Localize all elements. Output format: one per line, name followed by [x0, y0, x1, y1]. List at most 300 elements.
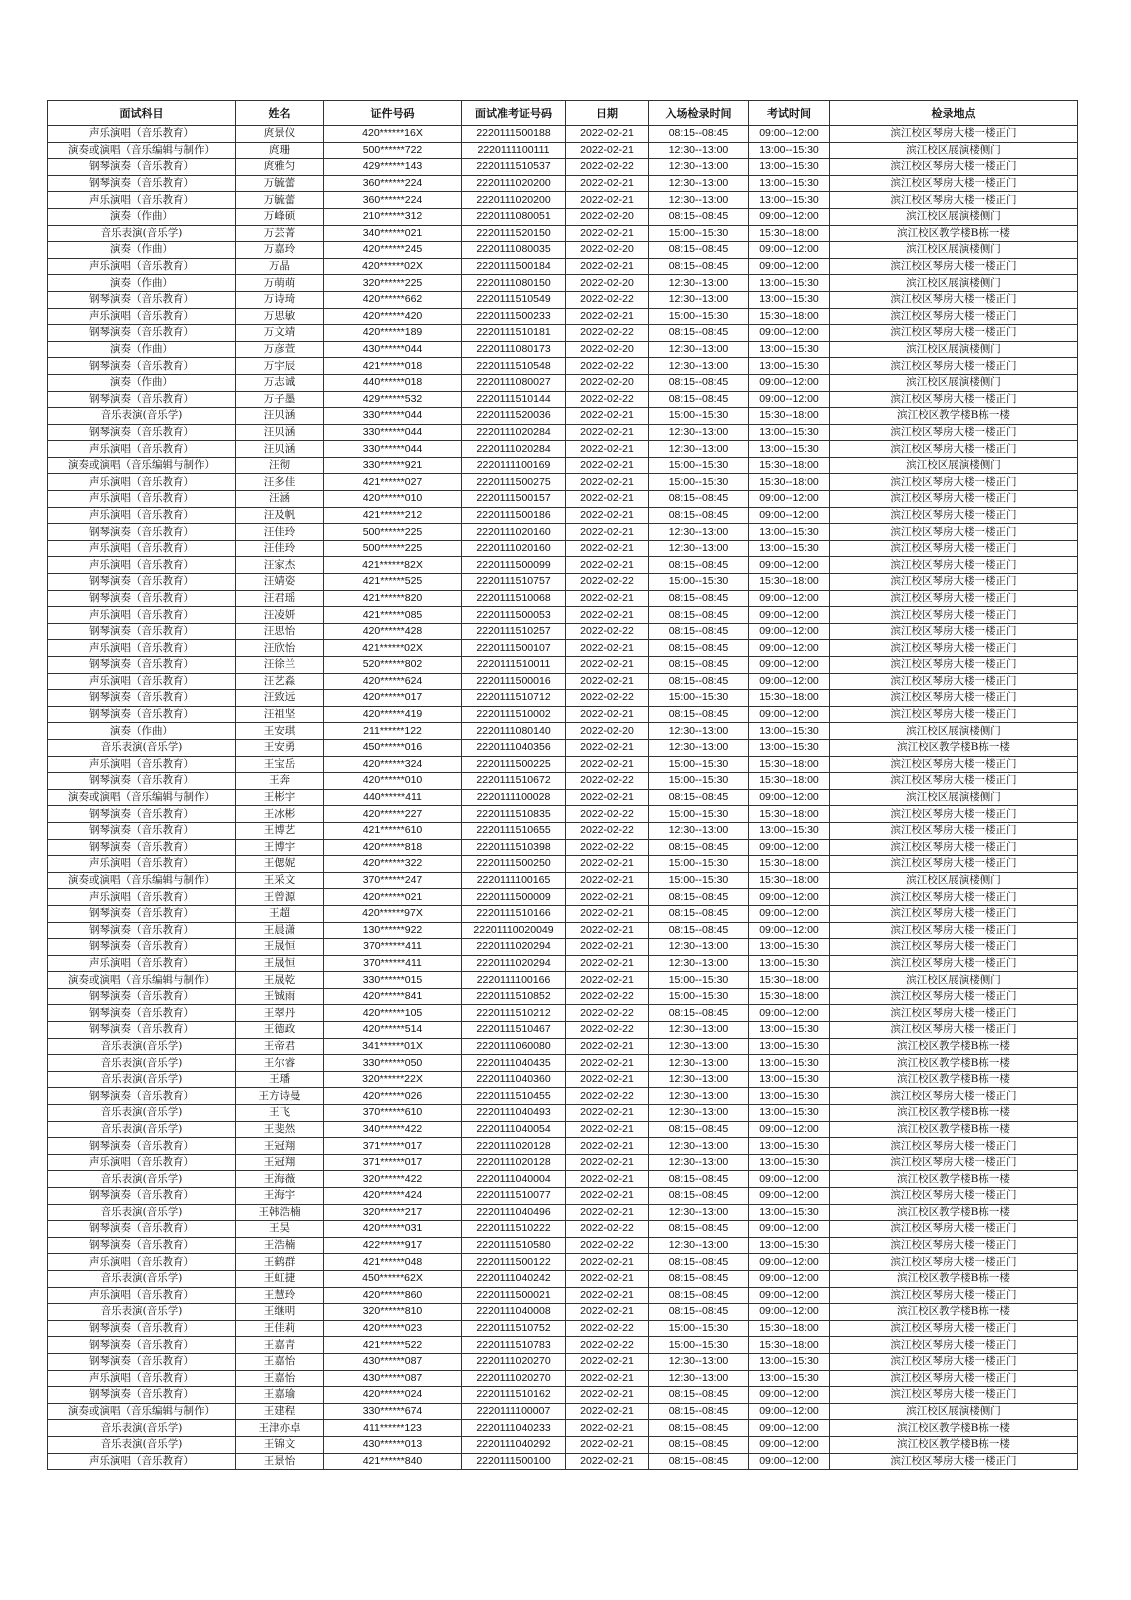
- cell-name: 王津亦卓: [236, 1420, 324, 1437]
- cell-name: 王尔睿: [236, 1055, 324, 1072]
- cell-checkin-time: 12:30--13:00: [649, 291, 749, 308]
- cell-date: 2022-02-21: [566, 789, 649, 806]
- cell-id-number: 421******212: [324, 507, 462, 524]
- table-row: [48, 657, 1078, 674]
- cell-name: 王继明: [236, 1304, 324, 1321]
- cell-checkin-time: 08:15--08:45: [649, 673, 749, 690]
- cell-subject: 声乐演唱（音乐教育）: [48, 491, 236, 508]
- cell-checkin-time: 12:30--13:00: [649, 540, 749, 557]
- cell-exam-time: 09:00--12:00: [749, 889, 830, 906]
- cell-exam-time: 13:00--15:30: [749, 955, 830, 972]
- table-row: [48, 1270, 1078, 1287]
- header-id-number: 证件号码: [324, 101, 462, 126]
- table-row: [48, 1254, 1078, 1271]
- cell-name: 汪婧姿: [236, 574, 324, 591]
- cell-location: 滨江校区教学楼B栋一楼: [830, 1105, 1078, 1122]
- cell-checkin-time: 08:15--08:45: [649, 1420, 749, 1437]
- cell-checkin-time: 08:15--08:45: [649, 126, 749, 143]
- cell-date: 2022-02-22: [566, 988, 649, 1005]
- cell-admission-number: 2220111510162: [462, 1387, 566, 1404]
- cell-name: 万芸菁: [236, 225, 324, 242]
- cell-name: 汪家杰: [236, 557, 324, 574]
- cell-exam-time: 13:00--15:30: [749, 175, 830, 192]
- table-row: [48, 739, 1078, 756]
- cell-admission-number: 2220111040008: [462, 1304, 566, 1321]
- cell-date: 2022-02-21: [566, 1403, 649, 1420]
- cell-date: 2022-02-21: [566, 126, 649, 143]
- cell-id-number: 430******013: [324, 1436, 462, 1453]
- cell-exam-time: 13:00--15:30: [749, 1204, 830, 1221]
- cell-exam-time: 13:00--15:30: [749, 1138, 830, 1155]
- table-row: [48, 1237, 1078, 1254]
- cell-admission-number: 2220111510549: [462, 291, 566, 308]
- cell-subject: 钢琴演奏（音乐教育）: [48, 590, 236, 607]
- cell-name: 汪贝涵: [236, 424, 324, 441]
- cell-exam-time: 09:00--12:00: [749, 507, 830, 524]
- cell-date: 2022-02-21: [566, 258, 649, 275]
- cell-name: 汪艺淼: [236, 673, 324, 690]
- cell-date: 2022-02-22: [566, 773, 649, 790]
- cell-location: 滨江校区琴房大楼一楼正门: [830, 491, 1078, 508]
- cell-location: 滨江校区琴房大楼一楼正门: [830, 1005, 1078, 1022]
- cell-checkin-time: 08:15--08:45: [649, 1121, 749, 1138]
- table-row: [48, 756, 1078, 773]
- table-row: [48, 1436, 1078, 1453]
- cell-name: 王冠翔: [236, 1138, 324, 1155]
- cell-id-number: 370******610: [324, 1105, 462, 1122]
- table-row: [48, 607, 1078, 624]
- cell-date: 2022-02-22: [566, 1237, 649, 1254]
- cell-location: 滨江校区展演楼侧门: [830, 972, 1078, 989]
- cell-date: 2022-02-21: [566, 1387, 649, 1404]
- cell-subject: 钢琴演奏（音乐教育）: [48, 524, 236, 541]
- cell-id-number: 330******044: [324, 408, 462, 425]
- cell-checkin-time: 15:00--15:30: [649, 225, 749, 242]
- cell-checkin-time: 12:30--13:00: [649, 275, 749, 292]
- cell-admission-number: 2220111510537: [462, 159, 566, 176]
- cell-subject: 音乐表演(音乐学): [48, 1105, 236, 1122]
- cell-admission-number: 2220111080173: [462, 341, 566, 358]
- cell-date: 2022-02-21: [566, 424, 649, 441]
- cell-id-number: 420******227: [324, 806, 462, 823]
- cell-checkin-time: 08:15--08:45: [649, 258, 749, 275]
- cell-location: 滨江校区教学楼B栋一楼: [830, 1055, 1078, 1072]
- cell-name: 王飞: [236, 1105, 324, 1122]
- cell-exam-time: 13:00--15:30: [749, 822, 830, 839]
- cell-admission-number: 2220111040292: [462, 1436, 566, 1453]
- cell-date: 2022-02-21: [566, 524, 649, 541]
- cell-name: 王宝岳: [236, 756, 324, 773]
- cell-date: 2022-02-22: [566, 1005, 649, 1022]
- cell-checkin-time: 12:30--13:00: [649, 1055, 749, 1072]
- cell-exam-time: 09:00--12:00: [749, 391, 830, 408]
- cell-id-number: 370******247: [324, 872, 462, 889]
- cell-date: 2022-02-21: [566, 706, 649, 723]
- cell-id-number: 411******123: [324, 1420, 462, 1437]
- cell-checkin-time: 15:00--15:30: [649, 574, 749, 591]
- cell-name: 王海宇: [236, 1188, 324, 1205]
- cell-id-number: 360******224: [324, 192, 462, 209]
- table-row: [48, 1154, 1078, 1171]
- cell-subject: 声乐演唱（音乐教育）: [48, 1370, 236, 1387]
- cell-id-number: 450******016: [324, 739, 462, 756]
- cell-exam-time: 09:00--12:00: [749, 1403, 830, 1420]
- cell-subject: 钢琴演奏（音乐教育）: [48, 159, 236, 176]
- cell-admission-number: 2220111020270: [462, 1370, 566, 1387]
- cell-subject: 声乐演唱（音乐教育）: [48, 540, 236, 557]
- cell-location: 滨江校区琴房大楼一楼正门: [830, 889, 1078, 906]
- cell-id-number: 371******017: [324, 1138, 462, 1155]
- cell-admission-number: 2220111520150: [462, 225, 566, 242]
- cell-name: 万毓蕾: [236, 192, 324, 209]
- cell-checkin-time: 08:15--08:45: [649, 706, 749, 723]
- cell-admission-number: 2220111500107: [462, 640, 566, 657]
- cell-subject: 钢琴演奏（音乐教育）: [48, 773, 236, 790]
- cell-id-number: 370******411: [324, 955, 462, 972]
- cell-admission-number: 2220111520036: [462, 408, 566, 425]
- cell-date: 2022-02-20: [566, 374, 649, 391]
- cell-subject: 演奏（作曲）: [48, 723, 236, 740]
- cell-checkin-time: 12:30--13:00: [649, 341, 749, 358]
- cell-date: 2022-02-20: [566, 341, 649, 358]
- cell-id-number: 420******105: [324, 1005, 462, 1022]
- cell-subject: 演奏（作曲）: [48, 275, 236, 292]
- cell-checkin-time: 12:30--13:00: [649, 142, 749, 159]
- cell-id-number: 420******514: [324, 1022, 462, 1039]
- table-row: [48, 208, 1078, 225]
- cell-checkin-time: 08:15--08:45: [649, 391, 749, 408]
- cell-id-number: 420******024: [324, 1387, 462, 1404]
- cell-exam-time: 13:00--15:30: [749, 192, 830, 209]
- cell-subject: 声乐演唱（音乐教育）: [48, 1453, 236, 1470]
- cell-checkin-time: 08:15--08:45: [649, 607, 749, 624]
- cell-subject: 音乐表演(音乐学): [48, 1038, 236, 1055]
- table-row: [48, 972, 1078, 989]
- cell-name: 万诗琦: [236, 291, 324, 308]
- table-row: [48, 806, 1078, 823]
- cell-admission-number: 2220111020160: [462, 540, 566, 557]
- cell-date: 2022-02-21: [566, 491, 649, 508]
- cell-date: 2022-02-21: [566, 972, 649, 989]
- cell-exam-time: 15:30--18:00: [749, 474, 830, 491]
- cell-id-number: 320******217: [324, 1204, 462, 1221]
- cell-checkin-time: 08:15--08:45: [649, 374, 749, 391]
- cell-subject: 声乐演唱（音乐教育）: [48, 607, 236, 624]
- cell-date: 2022-02-21: [566, 1071, 649, 1088]
- cell-location: 滨江校区展演楼侧门: [830, 374, 1078, 391]
- cell-location: 滨江校区琴房大楼一楼正门: [830, 574, 1078, 591]
- cell-exam-time: 09:00--12:00: [749, 258, 830, 275]
- cell-subject: 声乐演唱（音乐教育）: [48, 1254, 236, 1271]
- cell-location: 滨江校区展演楼侧门: [830, 208, 1078, 225]
- table-row: [48, 507, 1078, 524]
- cell-checkin-time: 15:00--15:30: [649, 408, 749, 425]
- cell-subject: 声乐演唱（音乐教育）: [48, 557, 236, 574]
- cell-name: 王嘉瑜: [236, 1387, 324, 1404]
- cell-subject: 音乐表演(音乐学): [48, 1420, 236, 1437]
- cell-location: 滨江校区琴房大楼一楼正门: [830, 507, 1078, 524]
- cell-checkin-time: 12:30--13:00: [649, 358, 749, 375]
- cell-name: 王奔: [236, 773, 324, 790]
- cell-location: 滨江校区琴房大楼一楼正门: [830, 1237, 1078, 1254]
- cell-name: 王韩浩楠: [236, 1204, 324, 1221]
- cell-id-number: 500******722: [324, 142, 462, 159]
- cell-name: 汪凌妍: [236, 607, 324, 624]
- cell-admission-number: 2220111510222: [462, 1221, 566, 1238]
- cell-date: 2022-02-22: [566, 1022, 649, 1039]
- cell-date: 2022-02-22: [566, 391, 649, 408]
- table-row: [48, 308, 1078, 325]
- cell-checkin-time: 12:30--13:00: [649, 1154, 749, 1171]
- cell-location: 滨江校区琴房大楼一楼正门: [830, 1370, 1078, 1387]
- cell-admission-number: 2220111510757: [462, 574, 566, 591]
- cell-name: 王曾源: [236, 889, 324, 906]
- cell-date: 2022-02-21: [566, 739, 649, 756]
- cell-name: 汪思怡: [236, 623, 324, 640]
- cell-exam-time: 15:30--18:00: [749, 856, 830, 873]
- cell-name: 王德政: [236, 1022, 324, 1039]
- cell-admission-number: 2220111510672: [462, 773, 566, 790]
- cell-name: 王建程: [236, 1403, 324, 1420]
- cell-checkin-time: 12:30--13:00: [649, 424, 749, 441]
- cell-subject: 演奏或演唱（音乐编辑与制作）: [48, 872, 236, 889]
- header-checkin-time: 入场检录时间: [649, 101, 749, 126]
- cell-date: 2022-02-22: [566, 159, 649, 176]
- cell-exam-time: 15:30--18:00: [749, 756, 830, 773]
- cell-date: 2022-02-22: [566, 1320, 649, 1337]
- cell-checkin-time: 15:00--15:30: [649, 308, 749, 325]
- cell-subject: 声乐演唱（音乐教育）: [48, 192, 236, 209]
- cell-exam-time: 09:00--12:00: [749, 374, 830, 391]
- cell-checkin-time: 12:30--13:00: [649, 939, 749, 956]
- cell-checkin-time: 15:00--15:30: [649, 457, 749, 474]
- cell-exam-time: 13:00--15:30: [749, 1370, 830, 1387]
- cell-subject: 钢琴演奏（音乐教育）: [48, 839, 236, 856]
- table-row: [48, 175, 1078, 192]
- cell-date: 2022-02-20: [566, 275, 649, 292]
- cell-name: 汪佳玲: [236, 540, 324, 557]
- cell-id-number: 420******021: [324, 889, 462, 906]
- cell-location: 滨江校区琴房大楼一楼正门: [830, 557, 1078, 574]
- cell-date: 2022-02-22: [566, 822, 649, 839]
- cell-subject: 声乐演唱（音乐教育）: [48, 1154, 236, 1171]
- cell-admission-number: 2220111100166: [462, 972, 566, 989]
- cell-admission-number: 2220111510712: [462, 690, 566, 707]
- cell-subject: 钢琴演奏（音乐教育）: [48, 1221, 236, 1238]
- cell-date: 2022-02-21: [566, 590, 649, 607]
- cell-id-number: 420******428: [324, 623, 462, 640]
- cell-subject: 钢琴演奏（音乐教育）: [48, 822, 236, 839]
- cell-location: 滨江校区教学楼B栋一楼: [830, 739, 1078, 756]
- cell-id-number: 420******322: [324, 856, 462, 873]
- cell-exam-time: 13:00--15:30: [749, 524, 830, 541]
- cell-admission-number: 2220111100165: [462, 872, 566, 889]
- cell-checkin-time: 12:30--13:00: [649, 1105, 749, 1122]
- table-row: [48, 557, 1078, 574]
- table-row: [48, 1005, 1078, 1022]
- cell-date: 2022-02-21: [566, 540, 649, 557]
- cell-subject: 钢琴演奏（音乐教育）: [48, 623, 236, 640]
- cell-location: 滨江校区琴房大楼一楼正门: [830, 1088, 1078, 1105]
- cell-admission-number: 2220111040242: [462, 1270, 566, 1287]
- cell-subject: 音乐表演(音乐学): [48, 739, 236, 756]
- cell-admission-number: 2220111040493: [462, 1105, 566, 1122]
- cell-name: 王璠: [236, 1071, 324, 1088]
- cell-admission-number: 2220111020200: [462, 175, 566, 192]
- cell-exam-time: 09:00--12:00: [749, 839, 830, 856]
- cell-location: 滨江校区琴房大楼一楼正门: [830, 1138, 1078, 1155]
- cell-admission-number: 2220111500225: [462, 756, 566, 773]
- cell-date: 2022-02-21: [566, 1121, 649, 1138]
- cell-admission-number: 2220111040004: [462, 1171, 566, 1188]
- cell-subject: 钢琴演奏（音乐教育）: [48, 1022, 236, 1039]
- cell-id-number: 420******419: [324, 706, 462, 723]
- cell-admission-number: 2220111510398: [462, 839, 566, 856]
- cell-id-number: 371******017: [324, 1154, 462, 1171]
- cell-exam-time: 15:30--18:00: [749, 988, 830, 1005]
- table-row: [48, 1387, 1078, 1404]
- cell-date: 2022-02-22: [566, 1088, 649, 1105]
- cell-id-number: 130******922: [324, 922, 462, 939]
- cell-name: 汪徐兰: [236, 657, 324, 674]
- cell-admission-number: 2220111100169: [462, 457, 566, 474]
- table-row: [48, 1287, 1078, 1304]
- cell-name: 王晟恒: [236, 939, 324, 956]
- cell-checkin-time: 15:00--15:30: [649, 474, 749, 491]
- cell-name: 王浩楠: [236, 1237, 324, 1254]
- cell-subject: 演奏或演唱（音乐编辑与制作）: [48, 457, 236, 474]
- cell-name: 汪多佳: [236, 474, 324, 491]
- cell-admission-number: 2220111500157: [462, 491, 566, 508]
- table-row: [48, 1337, 1078, 1354]
- cell-admission-number: 2220111040233: [462, 1420, 566, 1437]
- cell-checkin-time: 08:15--08:45: [649, 1453, 749, 1470]
- cell-name: 王铖雨: [236, 988, 324, 1005]
- cell-exam-time: 09:00--12:00: [749, 623, 830, 640]
- cell-exam-time: 13:00--15:30: [749, 341, 830, 358]
- cell-date: 2022-02-21: [566, 175, 649, 192]
- cell-location: 滨江校区教学楼B栋一楼: [830, 1304, 1078, 1321]
- cell-date: 2022-02-21: [566, 1055, 649, 1072]
- cell-id-number: 421******522: [324, 1337, 462, 1354]
- cell-date: 2022-02-22: [566, 623, 649, 640]
- cell-name: 汪及帆: [236, 507, 324, 524]
- cell-date: 2022-02-22: [566, 358, 649, 375]
- cell-location: 滨江校区展演楼侧门: [830, 242, 1078, 259]
- cell-name: 王嘉怡: [236, 1370, 324, 1387]
- cell-subject: 钢琴演奏（音乐教育）: [48, 1353, 236, 1370]
- cell-date: 2022-02-21: [566, 1453, 649, 1470]
- cell-id-number: 420******662: [324, 291, 462, 308]
- cell-date: 2022-02-21: [566, 673, 649, 690]
- cell-exam-time: 15:30--18:00: [749, 972, 830, 989]
- cell-id-number: 370******411: [324, 939, 462, 956]
- cell-exam-time: 09:00--12:00: [749, 657, 830, 674]
- cell-id-number: 330******674: [324, 1403, 462, 1420]
- cell-date: 2022-02-21: [566, 856, 649, 873]
- cell-subject: 钢琴演奏（音乐教育）: [48, 806, 236, 823]
- cell-id-number: 320******810: [324, 1304, 462, 1321]
- cell-subject: 声乐演唱（音乐教育）: [48, 640, 236, 657]
- cell-id-number: 421******085: [324, 607, 462, 624]
- cell-name: 王采文: [236, 872, 324, 889]
- cell-name: 王冠翔: [236, 1154, 324, 1171]
- cell-location: 滨江校区琴房大楼一楼正门: [830, 939, 1078, 956]
- cell-checkin-time: 15:00--15:30: [649, 806, 749, 823]
- cell-name: 王晨潇: [236, 922, 324, 939]
- cell-subject: 钢琴演奏（音乐教育）: [48, 1237, 236, 1254]
- cell-id-number: 421******048: [324, 1254, 462, 1271]
- cell-exam-time: 15:30--18:00: [749, 806, 830, 823]
- cell-admission-number: 2220111020270: [462, 1353, 566, 1370]
- cell-admission-number: 2220111510835: [462, 806, 566, 823]
- cell-checkin-time: 12:30--13:00: [649, 1370, 749, 1387]
- cell-id-number: 421******018: [324, 358, 462, 375]
- cell-subject: 钢琴演奏（音乐教育）: [48, 358, 236, 375]
- cell-subject: 音乐表演(音乐学): [48, 1055, 236, 1072]
- cell-subject: 声乐演唱（音乐教育）: [48, 889, 236, 906]
- cell-name: 王偲妮: [236, 856, 324, 873]
- table-row: [48, 1088, 1078, 1105]
- table-row: [48, 474, 1078, 491]
- cell-checkin-time: 12:30--13:00: [649, 441, 749, 458]
- cell-name: 万萌萌: [236, 275, 324, 292]
- cell-exam-time: 09:00--12:00: [749, 126, 830, 143]
- cell-admission-number: 2220111500250: [462, 856, 566, 873]
- table-row: [48, 408, 1078, 425]
- cell-subject: 音乐表演(音乐学): [48, 1270, 236, 1287]
- cell-exam-time: 09:00--12:00: [749, 789, 830, 806]
- cell-exam-time: 15:30--18:00: [749, 1337, 830, 1354]
- cell-id-number: 420******010: [324, 773, 462, 790]
- table-row: [48, 159, 1078, 176]
- cell-checkin-time: 08:15--08:45: [649, 839, 749, 856]
- cell-date: 2022-02-21: [566, 657, 649, 674]
- cell-location: 滨江校区琴房大楼一楼正门: [830, 1337, 1078, 1354]
- table-row: [48, 939, 1078, 956]
- cell-checkin-time: 08:15--08:45: [649, 1387, 749, 1404]
- cell-exam-time: 13:00--15:30: [749, 424, 830, 441]
- cell-exam-time: 13:00--15:30: [749, 1154, 830, 1171]
- cell-subject: 音乐表演(音乐学): [48, 225, 236, 242]
- cell-admission-number: 2220111510655: [462, 822, 566, 839]
- cell-name: 汪欣怡: [236, 640, 324, 657]
- cell-subject: 演奏或演唱（音乐编辑与制作）: [48, 972, 236, 989]
- cell-checkin-time: 12:30--13:00: [649, 1038, 749, 1055]
- cell-exam-time: 09:00--12:00: [749, 590, 830, 607]
- cell-exam-time: 13:00--15:30: [749, 1022, 830, 1039]
- cell-id-number: 421******840: [324, 1453, 462, 1470]
- cell-location: 滨江校区琴房大楼一楼正门: [830, 1387, 1078, 1404]
- cell-location: 滨江校区琴房大楼一楼正门: [830, 1453, 1078, 1470]
- cell-exam-time: 15:30--18:00: [749, 690, 830, 707]
- cell-location: 滨江校区琴房大楼一楼正门: [830, 1221, 1078, 1238]
- table-row: [48, 192, 1078, 209]
- cell-admission-number: 2220111510752: [462, 1320, 566, 1337]
- cell-admission-number: 2220111040435: [462, 1055, 566, 1072]
- cell-subject: 钢琴演奏（音乐教育）: [48, 1320, 236, 1337]
- cell-name: 万志诚: [236, 374, 324, 391]
- cell-name: 王斐然: [236, 1121, 324, 1138]
- cell-location: 滨江校区琴房大楼一楼正门: [830, 690, 1078, 707]
- cell-checkin-time: 08:15--08:45: [649, 242, 749, 259]
- cell-location: 滨江校区琴房大楼一楼正门: [830, 922, 1078, 939]
- cell-admission-number: 2220111020294: [462, 955, 566, 972]
- cell-name: 王安琪: [236, 723, 324, 740]
- table-row: [48, 540, 1078, 557]
- cell-location: 滨江校区琴房大楼一楼正门: [830, 607, 1078, 624]
- cell-location: 滨江校区琴房大楼一楼正门: [830, 159, 1078, 176]
